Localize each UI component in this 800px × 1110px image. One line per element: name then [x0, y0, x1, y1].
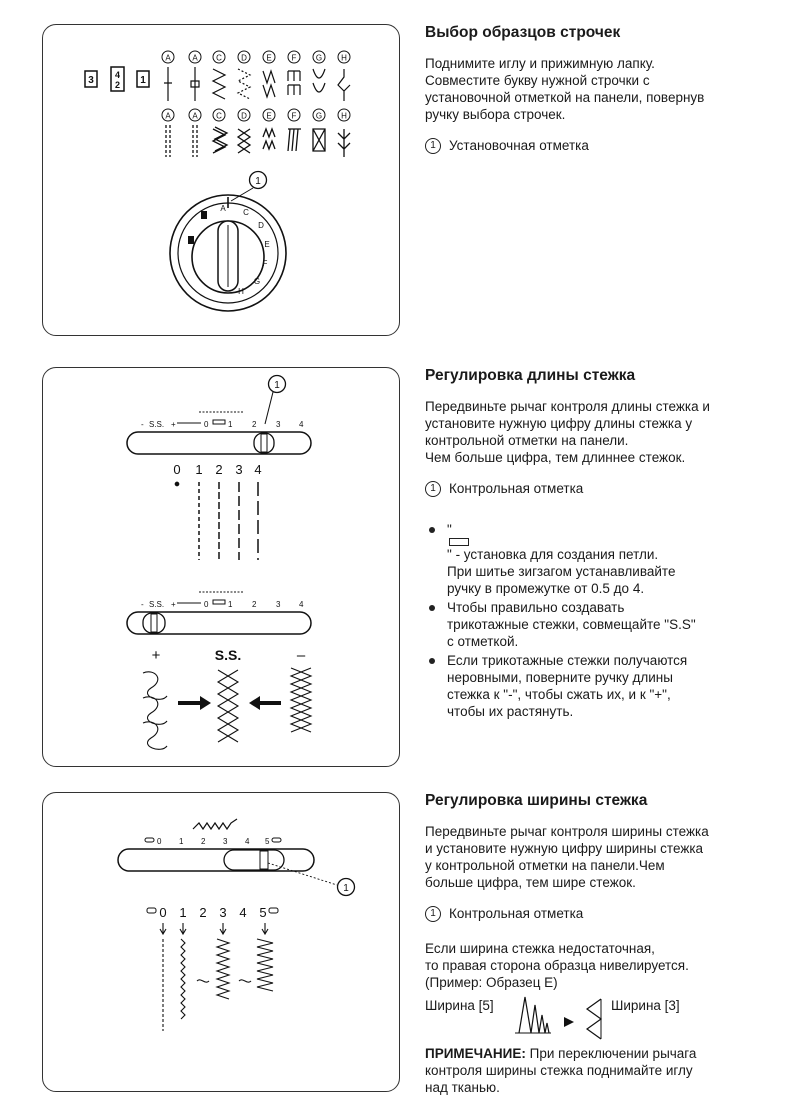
scale-label: 1 [179, 837, 184, 846]
pattern-letter: A [165, 111, 171, 121]
legend-text: Контрольная отметка [449, 481, 584, 496]
list-item [425, 521, 785, 597]
stitch-width-drawing [43, 793, 399, 1091]
width-numbers [147, 905, 278, 920]
scale-label: 3 [276, 420, 281, 429]
scale-label: 4 [299, 600, 304, 609]
text-fragment: При переключении рычага [529, 1046, 697, 1061]
legend-number: 1 [425, 138, 441, 154]
text-line: Поднимите иглу и прижимную лапку. [425, 56, 655, 71]
pattern-letter: F [291, 111, 297, 121]
width-number: 2 [199, 905, 207, 920]
scale-label: - [141, 420, 144, 429]
scale-label: 2 [252, 600, 257, 609]
width-scale [118, 837, 337, 885]
section-title: Регулировка длины стежка [425, 367, 636, 384]
length-scale-ss [127, 592, 311, 634]
scale-label: 0 [204, 600, 209, 609]
dial-letter: C [243, 208, 249, 217]
legend-item [425, 905, 785, 922]
dial-letter: A [220, 204, 226, 213]
length-number: 4 [254, 462, 262, 477]
text-line: над тканью. [425, 1080, 500, 1095]
scale-label: 4 [299, 420, 304, 429]
width-number: 5 [259, 905, 267, 920]
stitch-length-illustration [42, 367, 400, 767]
text-line [425, 1045, 785, 1062]
scale-label: 5 [265, 837, 270, 846]
length-numbers [173, 462, 261, 477]
stitch-patterns-row-1 [164, 67, 350, 101]
scale-label: + [171, 420, 176, 429]
pattern-letter: G [315, 53, 323, 63]
pattern-letter: H [341, 111, 347, 121]
text-line: ручку в промежутке от 0.5 до 4. [447, 581, 645, 596]
scale-label: 2 [201, 837, 206, 846]
note-label: ПРИМЕЧАНИЕ: [425, 1046, 526, 1061]
stitch-length-text [425, 367, 785, 722]
scale-label: + [171, 600, 176, 609]
text-line: Чтобы правильно создавать [447, 600, 625, 615]
example-label-left: Ширина [5] [425, 998, 494, 1013]
example-label-right: Ширина [3] [611, 998, 680, 1013]
length-number: 0 [173, 462, 181, 477]
text-line [447, 521, 785, 563]
section-title: Регулировка ширины стежка [425, 792, 648, 809]
pattern-letters-row-2 [162, 109, 350, 121]
knit-label-minus: – [296, 647, 306, 664]
instruction-paragraph [425, 55, 785, 123]
text-line: то правая сторона образца нивелируется. [425, 958, 689, 973]
text-line: контрольной отметки на панели. [425, 433, 629, 448]
dial-letter: H [238, 287, 244, 296]
scale-label: 1 [228, 420, 233, 429]
text-line: с отметкой. [447, 634, 519, 649]
setting-box-3: 3 [88, 75, 94, 86]
pattern-letter: A [165, 53, 171, 63]
width-example [425, 993, 785, 1045]
callout-number: 1 [255, 176, 261, 187]
width-stitch-samples [160, 923, 273, 1031]
text-line: ручку выбора строчек. [425, 107, 566, 122]
length-number: 2 [215, 462, 223, 477]
quote-mark: " [447, 522, 452, 537]
pattern-letter: E [266, 111, 272, 121]
pattern-letter: E [266, 53, 272, 63]
scale-label: - [141, 600, 144, 609]
pattern-letter: C [216, 111, 222, 121]
scale-label: 4 [245, 837, 250, 846]
scale-label: 1 [228, 600, 233, 609]
quote-mark: " [447, 547, 452, 562]
pattern-letter: A [192, 53, 198, 63]
pattern-letter: H [341, 53, 347, 63]
text-line: трикотажные стежки, совмещайте "S.S" [447, 617, 696, 632]
list-item [425, 652, 785, 720]
note-paragraph [425, 1045, 785, 1096]
text-line: Передвиньте рычаг контроля ширины стежка [425, 824, 709, 839]
legend-number: 1 [425, 906, 441, 922]
text-line: контроля ширины стежка поднимайте иглу [425, 1063, 693, 1078]
pattern-letter: A [192, 111, 198, 121]
pattern-letter: C [216, 53, 222, 63]
text-line: Если ширина стежка недостаточная, [425, 941, 655, 956]
stitch-width-text [425, 792, 785, 1110]
legend-number: 1 [425, 481, 441, 497]
text-line: установочной отметкой на панели, повернув [425, 90, 705, 105]
legend-item [425, 480, 785, 497]
instruction-paragraph [425, 398, 785, 466]
pattern-selection-drawing [43, 25, 399, 335]
pattern-letter: G [315, 111, 323, 121]
knit-label-plus: + [151, 647, 161, 664]
knit-label-ss: S.S. [214, 647, 242, 663]
scale-label: 3 [276, 600, 281, 609]
dial-letter: E [264, 240, 270, 249]
text-line: (Пример: Образец Е) [425, 975, 558, 990]
width-number: 1 [179, 905, 187, 920]
text-line: Совместите букву нужной строчки с [425, 73, 650, 88]
pattern-letters-row-1 [162, 51, 350, 63]
scale-label: S.S. [149, 420, 165, 429]
length-number: 1 [195, 462, 203, 477]
text-line: Если трикотажные стежки получаются [447, 653, 688, 668]
pattern-letter: D [241, 111, 247, 121]
width-number: 3 [219, 905, 227, 920]
length-number: 3 [235, 462, 243, 477]
dial-letter: G [253, 277, 261, 286]
list-item [425, 599, 785, 650]
text-line: При шитье зигзагом устанавливайте [447, 564, 676, 579]
pattern-letter: D [241, 53, 247, 63]
pattern-selection-illustration [42, 24, 400, 336]
text-line: неровными, поверните ручку длины [447, 670, 673, 685]
legend-text: Контрольная отметка [449, 906, 584, 921]
scale-label: 0 [157, 837, 162, 846]
pattern-selector-dial [170, 195, 286, 311]
buttonhole-icon [449, 538, 469, 546]
width-number: 0 [159, 905, 167, 920]
dial-letter: D [258, 221, 264, 230]
scale-label: 0 [204, 420, 209, 429]
setting-box-1: 1 [140, 75, 146, 86]
legend-text: Установочная отметка [449, 138, 589, 153]
stitch-patterns-row-2 [166, 125, 350, 157]
stitch-width-illustration [42, 792, 400, 1092]
length-stitch-samples [175, 482, 258, 560]
text-line: стежка к "-", чтобы сжать их, и к "+", [447, 687, 671, 702]
setting-box-4: 4 [114, 70, 121, 80]
text-line: и установите нужную цифру ширины стежка [425, 841, 704, 856]
callout-number: 1 [274, 380, 280, 391]
text-line: чтобы их растянуть. [447, 704, 574, 719]
text-line: Передвиньте рычаг контроля длины стежка и [425, 399, 710, 414]
text-fragment: - установка для создания петли. [455, 547, 659, 562]
instruction-paragraph [425, 823, 785, 891]
length-scale-top [127, 412, 311, 454]
pattern-letter: F [291, 53, 297, 63]
setting-box-2: 2 [114, 80, 121, 90]
tips-list [425, 521, 785, 720]
pattern-selection-text [425, 24, 785, 168]
text-line: Чем больше цифра, тем длиннее стежок. [425, 450, 686, 465]
stitch-length-drawing [43, 368, 399, 766]
scale-label: 3 [223, 837, 228, 846]
knit-stitch-samples [143, 668, 311, 749]
scale-label: S.S. [149, 600, 165, 609]
legend-item [425, 137, 785, 154]
text-line: больше цифра, тем шире стежок. [425, 875, 636, 890]
text-line: установите нужную цифру длины стежка у [425, 416, 693, 431]
section-title: Выбор образцов строчек [425, 24, 621, 41]
text-line: у контрольной отметки на панели.Чем [425, 858, 665, 873]
scale-label: 2 [252, 420, 257, 429]
callout-number: 1 [343, 883, 349, 894]
dial-letter: F [262, 259, 268, 268]
width-warning-paragraph [425, 940, 785, 991]
width-number: 4 [239, 905, 247, 920]
